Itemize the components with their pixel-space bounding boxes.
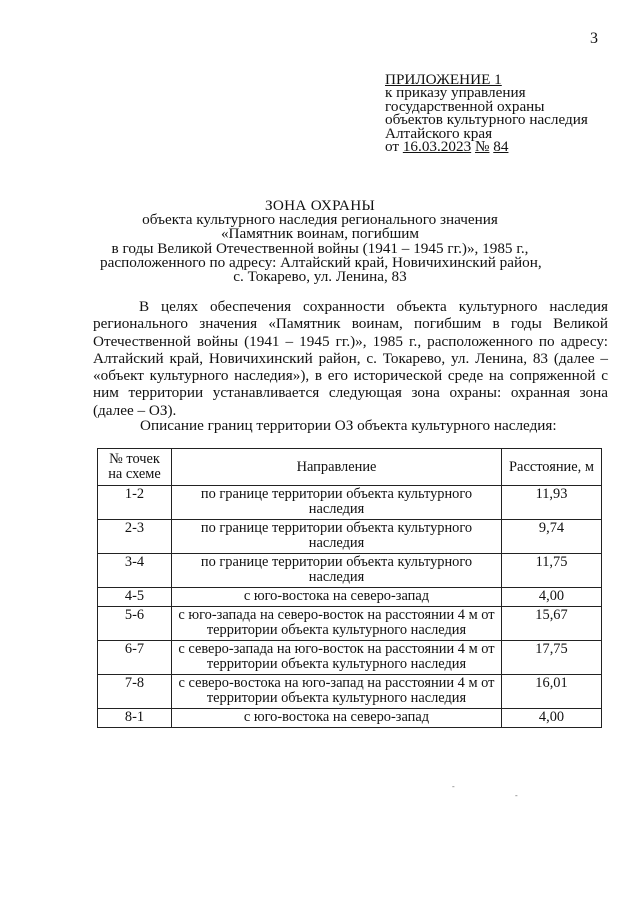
cell-distance: 15,67 (502, 607, 602, 641)
cell-points: 5-6 (98, 607, 172, 641)
scan-speck: - (452, 782, 455, 791)
cell-direction: по границе территории объекта культурного наследия (172, 520, 502, 554)
table-row (98, 554, 602, 588)
appendix-title: ПРИЛОЖЕНИЕ 1 (385, 71, 502, 88)
cell-direction: по границе территории объекта культурного наследия (172, 554, 502, 588)
header-direction: Направление (172, 449, 502, 486)
appendix-date-line (385, 138, 625, 156)
heading-line: с. Токарево, ул. Ленина, 83 (233, 268, 407, 286)
cell-points: 4-5 (98, 588, 172, 607)
table-header-row (98, 449, 602, 486)
cell-points: 2-3 (98, 520, 172, 554)
cell-direction: с северо-востока на юго-запад на расстоянии 4 м от территории объекта культурного наследия (172, 675, 502, 709)
cell-points: 6-7 (98, 641, 172, 675)
header-points: № точек на схеме (98, 449, 172, 486)
cell-distance: 11,93 (502, 486, 602, 520)
appendix-line: к приказу управления (385, 84, 526, 102)
document-heading (100, 199, 540, 284)
order-number: 84 (493, 138, 509, 156)
boundary-table (97, 448, 602, 728)
cell-points: 3-4 (98, 554, 172, 588)
appendix-line: Алтайского края (385, 124, 493, 142)
table-row (98, 486, 602, 520)
cell-distance: 4,00 (502, 588, 602, 607)
order-date: 16.03.2023 (402, 138, 472, 156)
cell-direction: с северо-запада на юго-восток на расстоянии 4 м от территории объекта культурного наследия (172, 641, 502, 675)
header-distance: Расстояние, м (502, 449, 602, 486)
table-row (98, 607, 602, 641)
table-row (98, 709, 602, 728)
cell-direction: с юго-востока на северо-запад (172, 709, 502, 728)
cell-direction: по границе территории объекта культурного наследия (172, 486, 502, 520)
appendix-block (385, 71, 625, 156)
cell-distance: 4,00 (502, 709, 602, 728)
table-row (98, 641, 602, 675)
heading-line: расположенного по адресу: Алтайский край, Новичихинский район, (100, 253, 542, 271)
heading-title: ЗОНА ОХРАНЫ (264, 197, 376, 214)
number-sign: № (474, 138, 490, 156)
cell-distance: 17,75 (502, 641, 602, 675)
appendix-line: государственной охраны (385, 97, 545, 115)
heading-line: объекта культурного наследия регионального значения (142, 211, 498, 229)
table-row (98, 588, 602, 607)
scan-speck: - (515, 791, 518, 800)
cell-points: 1-2 (98, 486, 172, 520)
table-row (98, 520, 602, 554)
table-row (98, 675, 602, 709)
cell-points: 7-8 (98, 675, 172, 709)
heading-line: в годы Великой Отечественной войны (1941 – 1945 гг.)», 1985 г., (111, 239, 529, 257)
cell-distance: 9,74 (502, 520, 602, 554)
cell-distance: 16,01 (502, 675, 602, 709)
intro-paragraph: В целях обеспечения сохранности объекта культурного наследия регионального значения «Памятник воинам, погибшим в годы Великой Отечественной войны (1941 – 1945 гг.)», 1985 г., расположенного по адресу: Алтайский край, Новичихинский район, с. Токарево, ул. Ленина, 83 (далее – «объект культурного наследия»), в его исторической среде на сопряженной с ним территории устанавливается следующая зона охраны: охранная зона (далее – ОЗ). (93, 298, 608, 419)
appendix-line: объектов культурного наследия (385, 111, 588, 129)
page-number: 3 (590, 30, 598, 47)
table-caption: Описание границ территории ОЗ объекта культурного наследия: (140, 417, 557, 434)
cell-distance: 11,75 (502, 554, 602, 588)
heading-line: «Памятник воинам, погибшим (220, 225, 420, 243)
cell-points: 8-1 (98, 709, 172, 728)
cell-direction: с юго-запада на северо-восток на расстоянии 4 м от территории объекта культурного наследия (172, 607, 502, 641)
date-prefix: от (385, 138, 400, 156)
cell-direction: с юго-востока на северо-запад (172, 588, 502, 607)
